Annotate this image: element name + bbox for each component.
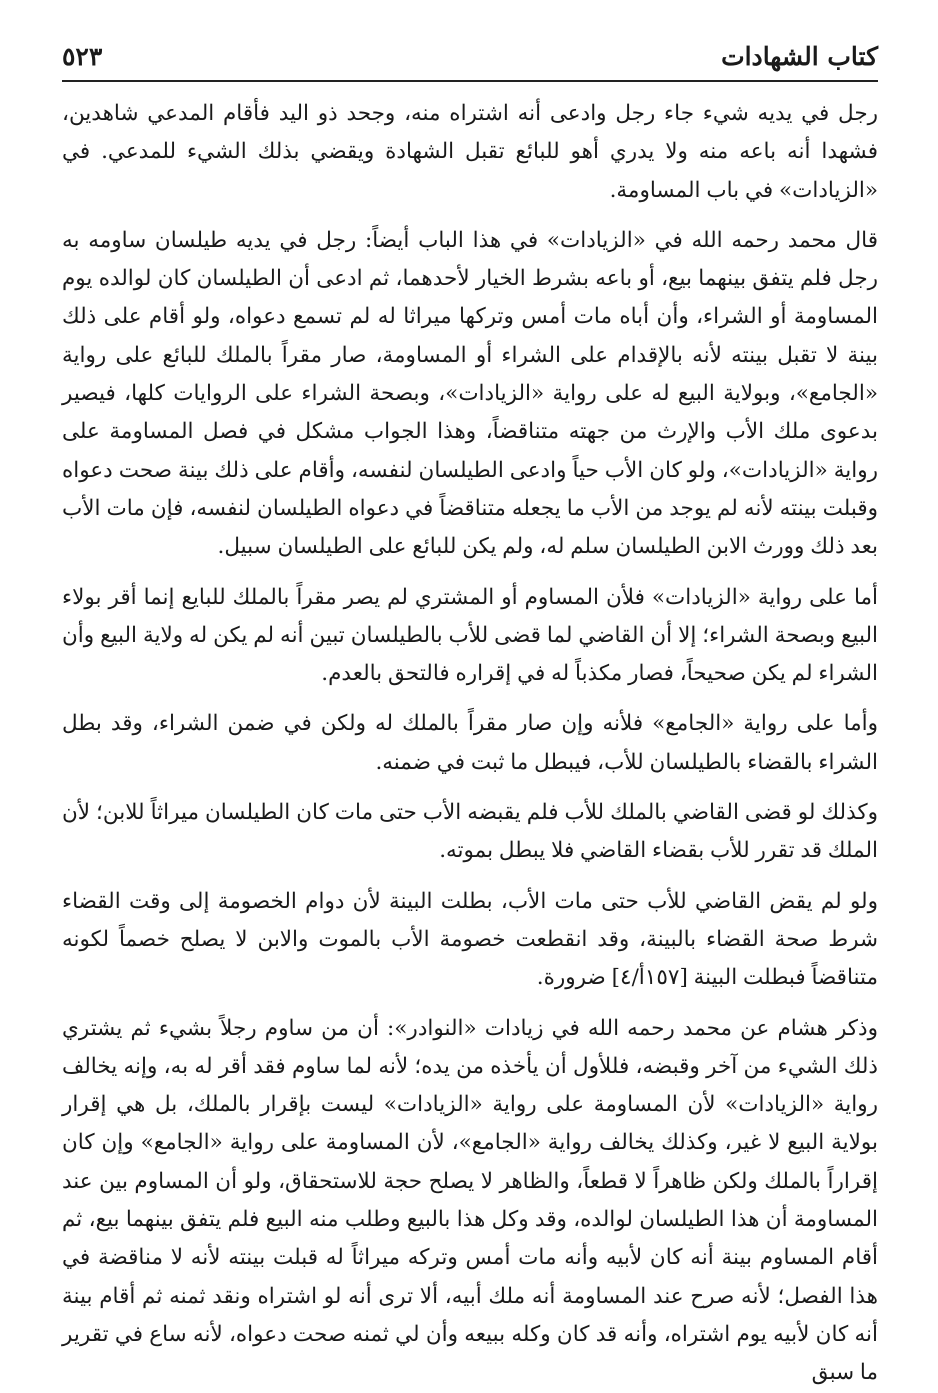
paragraph-7: وذكر هشام عن محمد رحمه الله في زيادات «النوادر»: أن من ساوم رجلاً بشيء ثم يشتري ذلك الشيء من آخر وقبضه، فللأول أن يأخذه من يده؛ لأنه لما ساوم فقد أقر له به، وإنه يخالف رواية «الزيادات» لأن المساومة على رواية «الزيادات» ليست بإقرار بالملك، بل هي إقرار بولاية البيع لا غير، وكذلك يخالف رواية «الجامع»، لأن المساومة على رواية «الجامع» وإن كان إقراراً بالملك ولكن ظاهراً لا قطعاً، والظاهر لا يصلح حجة للاستحقاق، ولو أن المساوم بين عند المساومة أن هذا الطيلسان لوالده، وقد وكل هذا بالبيع وطلب منه البيع فلم يتفق بينهما بيع، ثم أقام المساوم بينة أنه كان لأبيه وأنه مات أمس وتركه ميراثاً له قبلت بينته لأنه لا مناقضة في هذا الفصل؛ لأنه صرح عند المساومة أنه ملك أبيه، ألا ترى أنه لو اشتراه ونقد ثمنه ثم أقام بينة أنه كان لأبيه يوم اشتراه، وأنه قد كان وكله ببيعه وأن لي ثمنه صحت دعواه، لأنه ساع في تقرير ما سبق (62, 1015, 878, 1386)
paragraph-5: وكذلك لو قضى القاضي بالملك للأب فلم يقبضه الأب حتى مات كان الطيلسان ميراثاً للابن؛ لأن الملك قد تقرر للأب بقضاء القاضي فلا يبطل بموته. (62, 800, 878, 864)
paragraph-4: وأما على رواية «الجامع» فلأنه وإن صار مقراً بالملك له ولكن في ضمن الشراء، وقد بطل الشراء بالقضاء بالطيلسان للأب، فيبطل ما ثبت في ضمنه. (62, 711, 878, 775)
page-header (62, 40, 878, 82)
book-title: كتاب الشهادات (721, 42, 878, 71)
page-body (62, 95, 878, 1386)
paragraph-1: رجل في يديه شيء جاء رجل وادعى أنه اشتراه منه، وجحد ذو اليد فأقام المدعي شاهدين، فشهدا أنه باعه منه ولا يدري أهو للبائع تقبل الشهادة ويقضي بذلك الشيء للمدعي. في «الزيادات» في باب المساومة. (62, 101, 878, 203)
page-number: ٥٢٣ (62, 42, 103, 71)
paragraph-2: قال محمد رحمه الله في «الزيادات» في هذا الباب أيضاً: رجل في يديه طيلسان ساومه به رجل فلم يتفق بينهما بيع، أو باعه بشرط الخيار لأحدهما، ثم ادعى أن الطيلسان كان لوالده يوم المساومة أو الشراء، وأن أباه مات أمس وتركها ميراثا له لم تسمع دعواه، ولو أقام على ذلك بينة لا تقبل بينته لأنه بالإقدام على الشراء أو المساومة، صار مقراً بالملك للبائع على رواية «الجامع»، وبولاية البيع له على رواية «الزيادات»، وبصحة الشراء على الروايات كلها، فيصير بدعوى ملك الأب والإرث من جهته متناقضاً، وهذا الجواب مشكل في فصل المساومة على رواية «الزيادات»، ولو كان الأب حياً وادعى الطيلسان لنفسه، وأقام على ذلك بينة صحت دعواه وقبلت بينته لأنه لم يوجد من الأب ما يجعله متناقضاً في دعواه الطيلسان لنفسه، فإن مات الأب بعد ذلك وورث الابن الطيلسان سلم له، ولم يكن للبائع على الطيلسان سبيل. (62, 227, 878, 560)
paragraph-3: أما على رواية «الزيادات» فلأن المساوم أو المشتري لم يصر مقراً بالملك للبايع إنما أقر بولاء البيع وبصحة الشراء؛ إلا أن القاضي لما قضى للأب بالطيلسان تبين أنه لم يكن له ولاية البيع وأن الشراء لم يكن صحيحاً، فصار مكذباً له في إقراره فالتحق بالعدم. (62, 584, 878, 687)
paragraph-6: ولو لم يقض القاضي للأب حتى مات الأب، بطلت البينة لأن دوام الخصومة إلى وقت القضاء شرط صحة القضاء بالبينة، وقد انقطعت خصومة الأب بالموت والابن لا يصلح خصماً لكونه متناقضاً فبطلت البينة [١٥٧أ/٤] ضرورة. (62, 888, 878, 991)
